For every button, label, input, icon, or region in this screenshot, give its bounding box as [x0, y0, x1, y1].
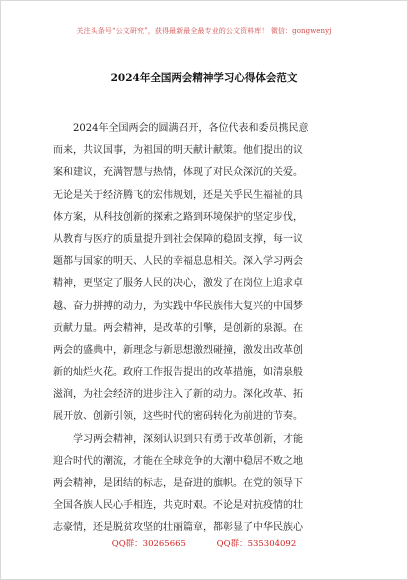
body-line: 全国各族人民心手相连，共克时艰。不论是对抗疫情的壮 [53, 500, 303, 512]
body-line: 迎合时代的潮流，才能在全球竞争的大潮中稳居不败之地 [53, 455, 303, 467]
body-line: 无论是关于经济腾飞的宏伟规划，还是关乎民生福祉的具 [53, 189, 303, 201]
body-line: 案和建议，充满智慧与热情，体现了对民众深沉的关爱。 [53, 167, 303, 179]
body-line: 体方案，从科技创新的探索之路到环境保护的坚定步伐， [53, 211, 303, 223]
body-line: 学习两会精神，深刻认识到只有勇于改革创新，才能 [73, 433, 303, 445]
body-line: 从教育与医疗的质量提升到社会保障的稳固支撑，每一议 [53, 233, 303, 245]
document-body [53, 118, 358, 540]
body-line: 贡献力量。两会精神，是改革的引擎，是创新的泉源。在 [53, 322, 303, 334]
body-line: 2024年全国两会的圆满召开，各位代表和委员携民意 [73, 123, 309, 134]
footer-qq-group-2: QQ群：535304092 [216, 539, 297, 549]
body-line: 而来，共议国事，为祖国的明天献计献策。他们提出的议 [53, 145, 303, 157]
body-line: 精神，更坚定了服务人民的决心，激发了在岗位上追求卓 [53, 278, 303, 290]
document-title: 2024年全国两会精神学习心得体会范文 [110, 72, 298, 84]
body-line: 两会的盛典中，新理念与新思想激烈碰撞，激发出改革创 [53, 344, 303, 356]
body-line: 越、奋力拼搏的动力，为实践中华民族伟大复兴的中国梦 [53, 300, 303, 312]
header-promo-text: 关注头条号“公文研究”，获得最新最全最专业的公文资料库！ 微信：gongwenyj [76, 27, 332, 35]
body-line: 两会精神，是团结的标志，是奋进的旗帜。在党的领导下 [53, 478, 303, 489]
footer-contact [0, 537, 408, 549]
body-line: 题都与国家的明天、人民的幸福息息相关。深入学习两会 [53, 256, 303, 268]
body-line: 志豪情，还是脱贫攻坚的壮丽篇章，都彰显了中华民族心 [53, 522, 303, 534]
body-line: 新的灿烂火花。政府工作报告提出的改革措施，如清泉般 [53, 367, 303, 379]
body-line: 滋润，为社会经济的进步注入了新的动力。深化改革、拓 [53, 389, 303, 401]
footer-qq-group-1: QQ群：30265665 [111, 539, 186, 549]
body-line: 展开放、创新引领，这些时代的密码转化为前进的节奏。 [53, 411, 303, 423]
